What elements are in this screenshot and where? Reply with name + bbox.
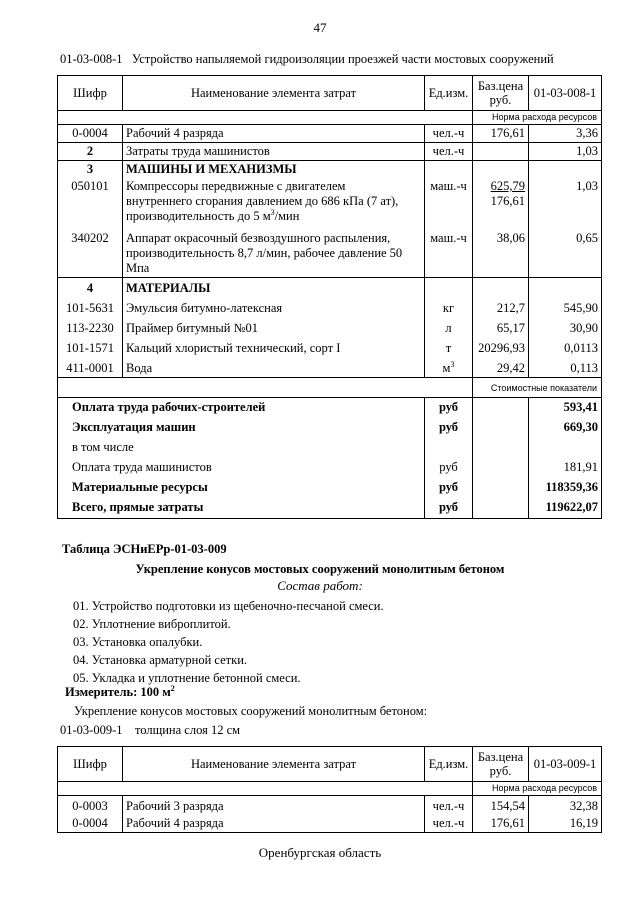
cell-name: Аппарат окрасочный безвоздушного распыления, производительность 8,7 л/мин, рабочее давление 50 Мпа xyxy=(123,225,425,278)
header-price: Баз.цена руб. xyxy=(473,747,529,782)
table-row xyxy=(58,317,602,337)
header-unit: Ед.изм. xyxy=(425,747,473,782)
table-row xyxy=(58,225,602,278)
cell-unit: л xyxy=(425,317,473,337)
cell-price: 625,79 176,61 xyxy=(473,178,529,225)
cell-shifr: 2 xyxy=(58,143,123,161)
total-row xyxy=(58,478,602,498)
cell-unit: маш.-ч xyxy=(425,178,473,225)
total-name: Оплата труда машинистов xyxy=(58,458,425,478)
cell-price: 20296,93 xyxy=(473,337,529,357)
cell-name: Затраты труда машинистов xyxy=(123,143,425,161)
total-unit: руб xyxy=(425,398,473,419)
norm-label: Норма расхода ресурсов xyxy=(473,111,602,125)
cell-unit: маш.-ч xyxy=(425,225,473,278)
cell-price: 65,17 xyxy=(473,317,529,337)
cell-unit: т xyxy=(425,337,473,357)
cell-price: 29,42 xyxy=(473,357,529,378)
cell-value: 1,03 xyxy=(529,143,602,161)
cell-name: Компрессоры передвижные с двигателем внутреннего сгорания давлением до 686 кПа (7 ат), производительность до 5 $м^3$/мин xyxy=(123,178,425,225)
table-header-row xyxy=(58,76,602,111)
section-caption xyxy=(60,52,554,67)
section-title: Устройство напыляемой гидроизоляции проезжей части мостовых сооружений xyxy=(131,52,554,66)
norm-row xyxy=(58,111,602,125)
cell-value: 0,65 xyxy=(529,225,602,278)
page-footer: Оренбургская область xyxy=(258,845,382,860)
cost-row xyxy=(58,378,602,398)
total-row xyxy=(58,438,602,458)
total-row xyxy=(58,418,602,438)
cell-name: Праймер битумный №01 xyxy=(123,317,425,337)
header-code: 01-03-008-1 xyxy=(529,76,602,111)
header-code: 01-03-009-1 xyxy=(529,747,602,782)
table-title: Таблица ЭСНиЕРр-01-03-009 xyxy=(62,542,227,556)
works-list xyxy=(73,597,384,687)
cell-value: 545,90 xyxy=(529,297,602,317)
total-name: Эксплуатация машин xyxy=(58,418,425,438)
total-row xyxy=(58,498,602,519)
cell-name: Вода xyxy=(123,357,425,378)
cell-name: Кальций хлористый технический, сорт I xyxy=(123,337,425,357)
cell-shifr: 113-2230 xyxy=(58,317,123,337)
group-row xyxy=(58,278,602,298)
table-row xyxy=(58,796,602,816)
cell-shifr: 0-0003 xyxy=(58,796,123,816)
total-unit: руб xyxy=(425,458,473,478)
norm-row xyxy=(58,782,602,796)
table-row xyxy=(58,815,602,833)
resources-table-1 xyxy=(57,75,602,519)
composition-label: Состав работ: xyxy=(277,578,363,593)
cell-price: 212,7 xyxy=(473,297,529,317)
group-name: МАШИНЫ И МЕХАНИЗМЫ xyxy=(123,161,425,179)
cell-unit: чел.-ч xyxy=(425,796,473,816)
cell-value: 3,36 xyxy=(529,125,602,143)
section-heading: Укрепление конусов мостовых сооружений монолитным бетоном xyxy=(135,562,505,576)
work-item: 02. Уплотнение виброплитой. xyxy=(73,617,231,631)
cell-shifr: 101-5631 xyxy=(58,297,123,317)
cell-price: 176,61 xyxy=(473,815,529,833)
table-header-row xyxy=(58,747,602,782)
measure-label: Измеритель: 100 $м^2$ xyxy=(65,683,175,699)
cell-value: 0,0113 xyxy=(529,337,602,357)
table-row xyxy=(58,357,602,378)
header-price: Баз.цена руб. xyxy=(473,76,529,111)
table-row xyxy=(58,297,602,317)
cell-shifr: 340202 xyxy=(58,225,123,278)
total-name: Материальные ресурсы xyxy=(58,478,425,498)
cell-unit: чел.-ч xyxy=(425,125,473,143)
cell-value: 30,90 xyxy=(529,317,602,337)
header-name: Наименование элемента затрат xyxy=(123,747,425,782)
cell-name: Рабочий 4 разряда xyxy=(123,815,425,833)
group-name: МАТЕРИАЛЫ xyxy=(123,278,425,298)
total-value: 669,30 xyxy=(529,418,602,438)
cell-value: 1,03 xyxy=(529,178,602,225)
total-value: 118359,36 xyxy=(529,478,602,498)
cell-unit: чел.-ч xyxy=(425,143,473,161)
table-row xyxy=(58,143,602,161)
total-row xyxy=(58,458,602,478)
cell-unit: чел.-ч xyxy=(425,815,473,833)
cell-price: 176,61 xyxy=(473,125,529,143)
cell-value: 32,38 xyxy=(529,796,602,816)
cell-price xyxy=(473,143,529,161)
cell-shifr: 050101 xyxy=(58,178,123,225)
cell-price: 38,06 xyxy=(473,225,529,278)
norm-label: Норма расхода ресурсов xyxy=(473,782,602,796)
cell-shifr: 411-0001 xyxy=(58,357,123,378)
cell-name: Эмульсия битумно-латексная xyxy=(123,297,425,317)
cell-name: Рабочий 3 разряда xyxy=(123,796,425,816)
work-item: 01. Устройство подготовки из щебеночно-песчаной смеси. xyxy=(73,599,384,613)
total-unit: руб xyxy=(425,418,473,438)
cell-value: 16,19 xyxy=(529,815,602,833)
cell-name: Рабочий 4 разряда xyxy=(123,125,425,143)
page-number: 47 xyxy=(313,20,327,35)
measure-description: Укрепление конусов мостовых сооружений монолитным бетоном: xyxy=(74,704,428,718)
total-value: 119622,07 xyxy=(529,498,602,519)
work-item: 05. Укладка и уплотнение бетонной смеси. xyxy=(73,671,301,685)
cell-unit: кг xyxy=(425,297,473,317)
cell-unit: $м^3$ xyxy=(425,357,473,378)
cell-value: 0,113 xyxy=(529,357,602,378)
resources-table-2 xyxy=(57,746,602,833)
group-row xyxy=(58,161,602,179)
header-shifr: Шифр xyxy=(58,747,123,782)
table-row xyxy=(58,337,602,357)
total-unit: руб xyxy=(425,478,473,498)
total-name: в том числе xyxy=(58,438,425,458)
total-value: 181,91 xyxy=(529,458,602,478)
total-row xyxy=(58,398,602,419)
cell-shifr: 101-1571 xyxy=(58,337,123,357)
table-row xyxy=(58,125,602,143)
header-unit: Ед.изм. xyxy=(425,76,473,111)
total-value: 593,41 xyxy=(529,398,602,419)
table-row xyxy=(58,178,602,225)
section-code: 01-03-008-1 xyxy=(60,52,123,66)
header-name: Наименование элемента затрат xyxy=(123,76,425,111)
total-name: Всего, прямые затраты xyxy=(58,498,425,519)
header-shifr: Шифр xyxy=(58,76,123,111)
group-shifr: 3 xyxy=(58,161,123,179)
work-item: 04. Установка арматурной сетки. xyxy=(73,653,248,667)
work-item: 03. Установка опалубки. xyxy=(73,635,203,649)
cost-label: Стоимостные показатели xyxy=(473,378,602,398)
cell-shifr: 0-0004 xyxy=(58,125,123,143)
total-name: Оплата труда рабочих-строителей xyxy=(58,398,425,419)
cell-shifr: 0-0004 xyxy=(58,815,123,833)
code-line: 01-03-009-1 толщина слоя 12 см xyxy=(60,723,241,737)
total-unit: руб xyxy=(425,498,473,519)
cell-price: 154,54 xyxy=(473,796,529,816)
group-shifr: 4 xyxy=(58,278,123,298)
